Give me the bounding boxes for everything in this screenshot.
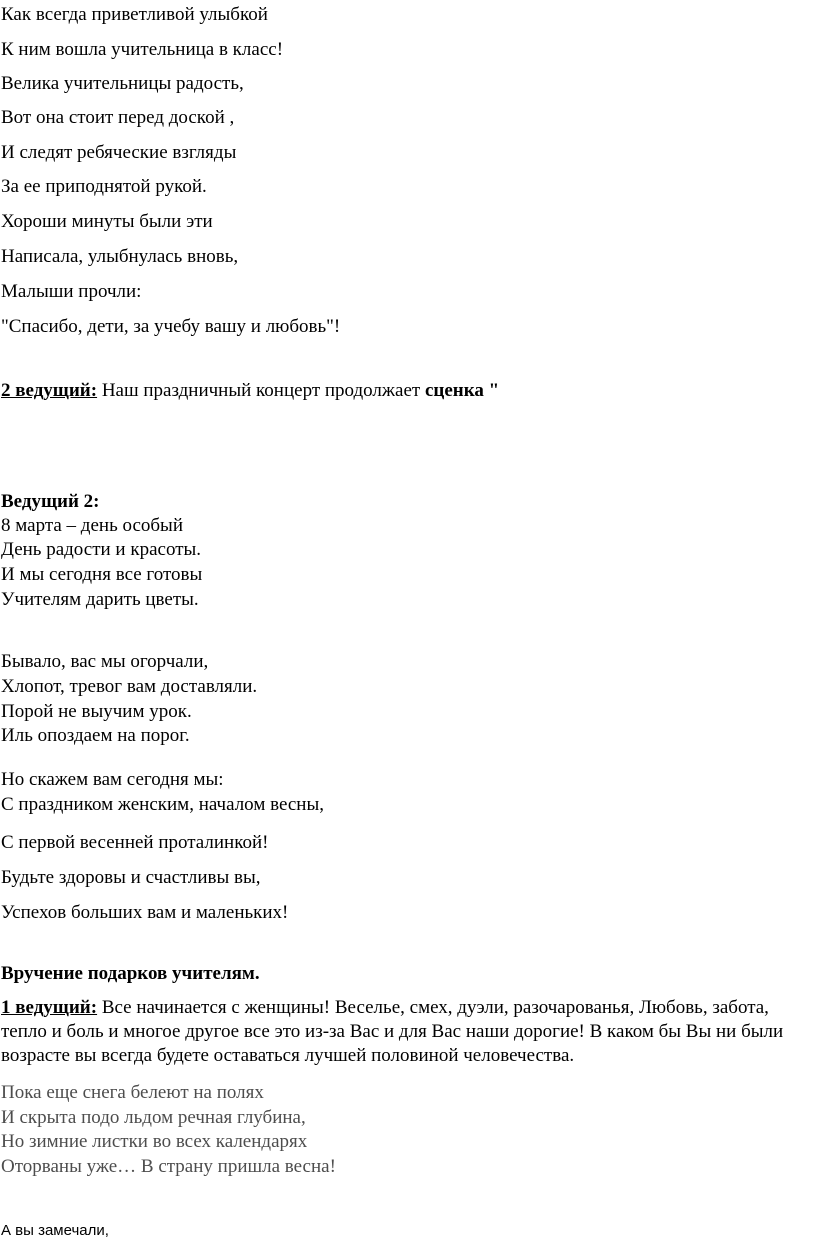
host1-paragraph — [1, 996, 801, 1068]
stanza-line: День радости и красоты. — [1, 539, 202, 560]
stanza-line: Будьте здоровы и счастливы вы, — [1, 867, 261, 888]
announcement-text: Наш праздничный концерт продолжает — [97, 380, 425, 401]
poem-line: К ним вошла учительница в класс! — [1, 39, 284, 60]
stanza-line: Учителям дарить цветы. — [1, 589, 199, 610]
poem-line: Малыши прочли: — [1, 281, 142, 302]
speaker-label: 2 ведущий: — [1, 380, 98, 401]
stanza-line: С праздником женским, началом весны, — [1, 794, 324, 815]
poem-line: Велика учительницы радость, — [1, 73, 244, 94]
stanza-line: Иль опоздаем на порог. — [1, 725, 190, 746]
stanza-line: Но зимние листки во всех календарях — [1, 1131, 308, 1152]
stanza-line: Бывало, вас мы огорчали, — [1, 651, 209, 672]
poem-line: Хороши минуты были эти — [1, 211, 213, 232]
poem-line: Вот она стоит перед доской , — [1, 107, 235, 128]
section-heading: Ведущий 2: — [1, 491, 100, 512]
poem-line: И следят ребяческие взгляды — [1, 142, 237, 163]
poem-line: Как всегда приветливой улыбкой — [1, 4, 268, 25]
poem-line: За ее приподнятой рукой. — [1, 176, 207, 197]
stanza-line: Хлопот, тревог вам доставляли. — [1, 676, 258, 697]
stanza-line: И мы сегодня все готовы — [1, 564, 203, 585]
stanza-line: И скрыта подо льдом речная глубина, — [1, 1107, 306, 1128]
section-heading: Вручение подарков учителям. — [1, 963, 260, 984]
stanza-line: Порой не выучим урок. — [1, 701, 192, 722]
stanza-line: Но скажем вам сегодня мы: — [1, 769, 224, 790]
stanza-line: Успехов больших вам и маленьких! — [1, 902, 289, 923]
stanza-line: 8 марта – день особый — [1, 515, 183, 536]
paragraph-text: Все начинается с женщины! Веселье, смех, дуэли, разочарованья, Любовь, забота, тепло и боль и многое другое все это из-за Вас и для Вас наши дорогие! В каком бы Вы ни были возрасте вы всегда будете оставаться лучшей половиной человечества. — [1, 997, 784, 1066]
scene-label: сценка " — [424, 380, 500, 401]
stanza-line: Пока еще снега белеют на полях — [1, 1082, 264, 1103]
poem-line: Написала, улыбнулась вновь, — [1, 246, 239, 267]
stanza-line: С первой весенней проталинкой! — [1, 832, 269, 853]
poem-line: "Спасибо, дети, за учебу вашу и любовь"! — [1, 316, 341, 337]
closing-line: А вы замечали, — [1, 1222, 109, 1239]
speaker-label: 1 ведущий: — [1, 997, 98, 1018]
host2-announcement — [1, 380, 499, 402]
stanza-line: Оторваны уже… В страну пришла весна! — [1, 1156, 336, 1177]
